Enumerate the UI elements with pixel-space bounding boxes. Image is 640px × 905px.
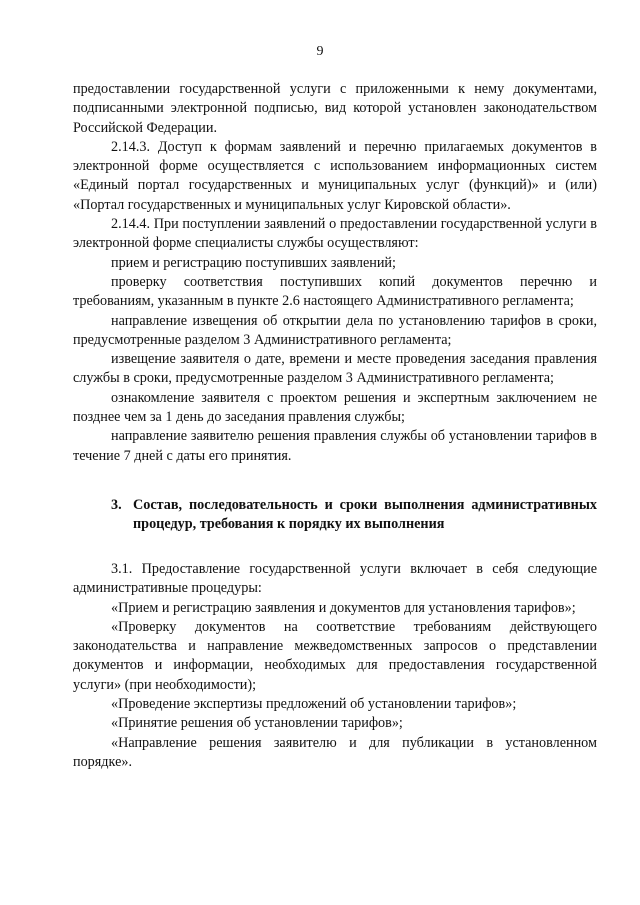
paragraph: направление заявителю решения правления службы об установлении тарифов в течение 7 дней с даты его принятия.	[73, 428, 597, 464]
paragraph: «Направление решения заявителю и для публикации в установленном порядке».	[73, 734, 597, 770]
section-heading	[73, 496, 597, 534]
paragraph: «Проверку документов на соответствие требованиям действующего законодательства и направление межведомственных запросов о представлении документов и информации, необходимых для предоставления государственной услуги» (при необходимости);	[73, 618, 597, 693]
paragraphs-before-heading	[73, 80, 597, 466]
paragraph: направление извещения об открытии дела по установлению тарифов в сроки, предусмотренные разделом 3 Административного регламента;	[73, 312, 597, 348]
paragraph: ознакомление заявителя с проектом решения и экспертным заключением не позднее чем за 1 день до заседания правления службы;	[73, 389, 597, 426]
section-heading-number: 3.	[111, 496, 122, 513]
paragraph: проверку соответствия поступивших копий документов перечню и требованиям, указанным в пункте 2.6 настоящего Административного регламента;	[73, 273, 597, 310]
page-number: 9	[316, 44, 324, 59]
section-heading-text: Состав, последовательность и сроки выполнения административных процедур, требования к порядку их выполнения	[133, 496, 597, 532]
paragraph: извещение заявителя о дате, времени и месте проведения заседания правления службы в сроки, предусмотренные разделом 3 Административного регламента;	[73, 351, 597, 387]
paragraph: 3.1. Предоставление государственной услуги включает в себя следующие административные процедуры:	[73, 560, 597, 597]
document-body	[73, 80, 597, 772]
paragraph: 2.14.4. При поступлении заявлений о предоставлении государственной услуги в электронной форме специалисты службы осуществляют:	[73, 216, 597, 252]
paragraph: «Принятие решения об установлении тарифов»;	[111, 715, 403, 732]
paragraph: «Проведение экспертизы предложений об установлении тарифов»;	[111, 696, 517, 713]
paragraph: предоставлении государственной услуги с приложенными к нему документами, подписанными электронной подписью, вид которой установлен законодательством Российской Федерации.	[73, 81, 597, 136]
paragraph: «Прием и регистрацию заявления и документов для установления тарифов»;	[111, 599, 576, 616]
paragraph: 2.14.3. Доступ к формам заявлений и перечню прилагаемых документов в электронной форме осуществляется с использованием информационных систем «Единый портал государственных и муниципальных услуг (функций)» и (или) «Портал государственных и муниципальных услуг Кировской области».	[73, 138, 597, 213]
paragraph: прием и регистрацию поступивших заявлений;	[111, 254, 396, 271]
paragraphs-after-heading	[73, 560, 597, 772]
